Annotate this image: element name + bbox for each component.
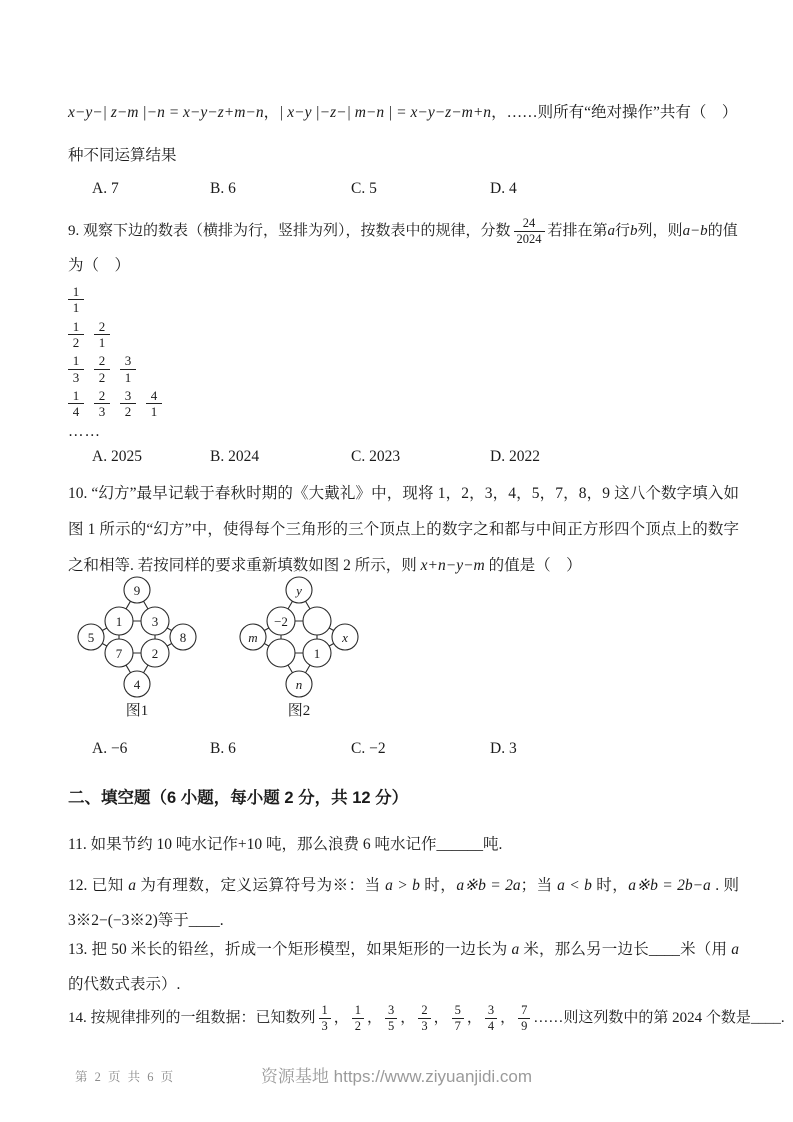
fraction: $\frac{2}{2}$ (94, 353, 110, 385)
svg-text:7: 7 (115, 645, 123, 661)
section-2-heading: 二、填空题（6 小题，每小题 2 分，共 12 分） (68, 788, 409, 807)
fig2-inner-bottom-right-node (303, 639, 331, 667)
svg-text:1: 1 (115, 613, 123, 629)
fig1-left-node (78, 624, 104, 650)
site-watermark: 资源基地 https://www.ziyuanjidi.com (260, 1067, 533, 1086)
fraction: $\frac{1}{2}$ (68, 319, 84, 351)
q10-option-b: B. 6 (210, 739, 236, 757)
page-number: 第 2 页 共 6 页 (75, 1070, 176, 1084)
question-10-text: 10. “幻方”最早记载于春秋时期的《大戴礼》中，现将 1，2，3，4，5，7，8，9 这八个数字填入如图 1 所示的“幻方”中，使得每个三角形的三个顶点上的数字之和都与中间正方形四个顶点上的数字之和相等. 若按同样的要求重新填数如图 2 所示，则 x+n−y−m 的值是（ ） (68, 484, 739, 574)
figure-1-diagram (62, 574, 212, 699)
fraction: $\frac{1}{3}$ (68, 353, 84, 385)
fraction: $\frac{1}{3}$ (319, 1003, 331, 1034)
fraction-table-row-3 (68, 353, 739, 385)
q9-option-b: B. 2024 (210, 447, 260, 465)
fig1-inner-bottom-left-node (105, 639, 133, 667)
svg-text:n: n (295, 676, 303, 692)
q10-option-c: C. −2 (351, 739, 386, 757)
magic-square-figure-2 (224, 574, 374, 721)
svg-text:2: 2 (151, 645, 159, 661)
question-8-tail: 种不同运算结果 (68, 147, 177, 164)
fraction-table (68, 284, 739, 441)
magic-square-figures (62, 574, 739, 721)
fraction: $\frac{3}{2}$ (120, 388, 136, 420)
q10-option-d: D. 3 (490, 739, 517, 757)
question-11-text: 11. 如果节约 10 吨水记作+10 吨，那么浪费 6 吨水记作______吨. (68, 835, 503, 853)
svg-text:x: x (342, 629, 348, 645)
fraction: $\frac{2}{1}$ (94, 319, 110, 351)
fraction: $\frac{7}{9}$ (518, 1003, 530, 1034)
svg-text:m: m (248, 629, 258, 645)
fig2-right-node (332, 624, 358, 650)
question-9-options (68, 445, 739, 469)
fig1-bottom-node (124, 671, 150, 697)
question-8-equations: x−y−| z−m |−n = x−y−z+m−n，| x−y |−z−| m−n | = x−y−z−m+n，……则所有“绝对操作”共有（ ） (68, 104, 738, 121)
svg-text:9: 9 (133, 582, 141, 598)
fraction: $\frac{3}{1}$ (120, 353, 136, 385)
fig2-inner-bottom-left-node (267, 639, 295, 667)
page-footer (0, 1060, 793, 1094)
fraction: $\frac{2}{3}$ (94, 388, 110, 420)
q8-option-b: B. 6 (210, 180, 236, 197)
q8-option-c: C. 5 (351, 180, 377, 197)
figure-2-caption: 图2 (287, 702, 311, 719)
fraction: $\frac{2}{3}$ (418, 1003, 430, 1034)
q8-option-d: D. 4 (490, 180, 517, 197)
question-10-options (68, 737, 739, 761)
fig1-inner-bottom-right-node (141, 639, 169, 667)
fraction: $\frac{3}{5}$ (385, 1003, 397, 1034)
fig2-inner-top-right-node (303, 607, 331, 635)
fig1-top-node (124, 577, 150, 603)
q8-option-a: A. 7 (92, 180, 119, 197)
fraction-table-row-4 (68, 388, 739, 420)
fraction: $\frac{1}{2}$ (352, 1003, 364, 1034)
svg-text:−2: −2 (274, 613, 288, 629)
figure-1-caption: 图1 (125, 702, 149, 719)
question-13-text: 13. 把 50 米长的铅丝，折成一个矩形模型，如果矩形的一边长为 a 米，那么另一边长____米（用 a 的代数式表示）. (68, 940, 739, 993)
fig2-inner-top-left-node (267, 607, 295, 635)
question-14-text: 14. 按规律排列的一组数据：已知数列 $\frac{1}{3}$ ， $\frac{1}{2}$ ， $\frac{3}{5}$ ， $\frac{2}{3}$ ， $\frac{5}{7}$ ， $\frac{3}{4}$ ， $\frac{7}{9}$ ……则这列数中的第 2024 个数是____. (68, 1002, 785, 1033)
magic-square-figure-1 (62, 574, 212, 721)
q10-option-a: A. −6 (92, 739, 128, 757)
fraction: $\frac{5}{7}$ (452, 1003, 464, 1034)
fraction-table-row-1 (68, 284, 739, 316)
svg-text:1: 1 (313, 645, 321, 661)
q9-option-d: D. 2022 (490, 447, 540, 465)
q9-option-c: C. 2023 (351, 447, 401, 465)
fig2-left-node (240, 624, 266, 650)
svg-text:5: 5 (87, 629, 95, 645)
fig1-right-node (170, 624, 196, 650)
fraction: $\frac{1}{1}$ (68, 284, 84, 316)
fig2-top-node (286, 577, 312, 603)
fraction: $\frac{24}{2024}$ (514, 216, 545, 247)
svg-text:8: 8 (179, 629, 187, 645)
question-9-text: 9. 观察下边的数表（横排为行，竖排为列），按数表中的规律，分数 $\frac{24}{2024}$ 若排在第a行b列，则a−b的值 (68, 216, 738, 247)
fig1-inner-top-right-node (141, 607, 169, 635)
svg-text:y: y (296, 582, 302, 598)
fraction-table-row-2 (68, 319, 739, 351)
fig1-inner-top-left-node (105, 607, 133, 635)
fraction: $\frac{1}{4}$ (68, 388, 84, 420)
svg-text:3: 3 (151, 613, 159, 629)
fraction: $\frac{4}{1}$ (146, 388, 162, 420)
q9-option-a: A. 2025 (92, 447, 142, 465)
svg-text:4: 4 (133, 676, 141, 692)
fig2-bottom-node (286, 671, 312, 697)
fraction-table-ellipsis: …… (68, 422, 101, 440)
figure-2-diagram (224, 574, 374, 699)
fraction: $\frac{3}{4}$ (485, 1003, 497, 1034)
question-9-text-line2: 为（ ） (68, 257, 131, 274)
question-12-text: 12. 已知 a 为有理数，定义运算符号为※：当 a > b 时，a※b = 2a；当 a < b 时，a※b = 2b−a . 则 3※2−(−3※2)等于____. (68, 876, 739, 929)
question-8-options (68, 177, 739, 201)
